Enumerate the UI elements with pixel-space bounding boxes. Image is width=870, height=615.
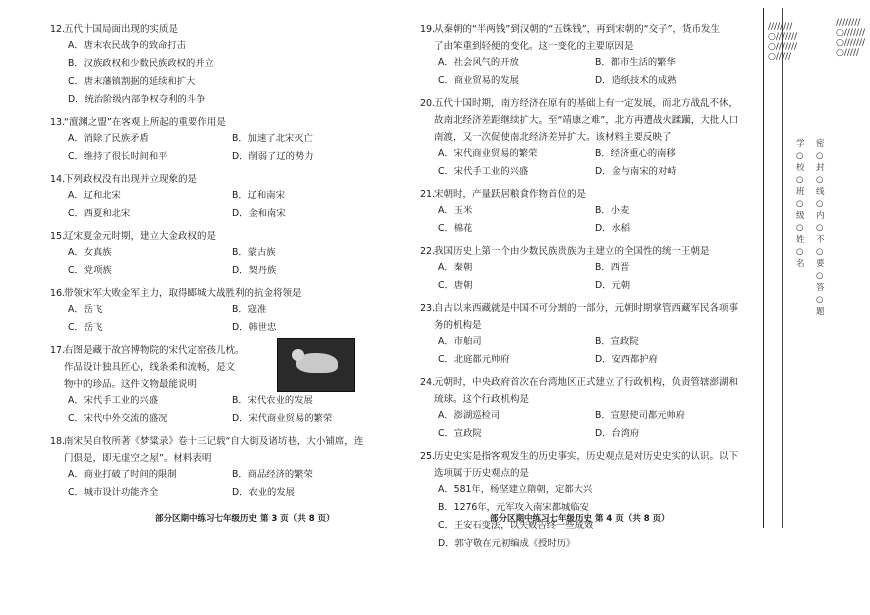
binding-text-student: 学○校○班○级○姓○名 [796,139,805,269]
question-number: 20. [420,98,436,109]
question-text: 南宋吴自牧所著《梦粱录》卷十三记载“自大街及诸坊巷，大小铺席，连 [64,436,364,447]
answer-option: B．宋代农业的发展 [232,395,313,406]
answer-option: A．玉米 [438,205,473,216]
answer-option: B．宣慰使司都元帅府 [595,410,686,421]
question-text-line: 作品设计独具匠心，线条柔和流畅，是文 [64,362,236,373]
question-number: 23. [420,303,436,314]
answer-option: D．元朝 [595,280,631,291]
answer-option: B．西晋 [595,262,630,273]
answer-option: B．经济重心的南移 [595,148,676,159]
answer-option: B．小麦 [595,205,630,216]
question-text-line: 物中的珍品。这件文物最能说明 [64,379,198,390]
answer-option: B．汉族政权和少数民族政权的并立 [68,58,214,69]
answer-option: B．加速了北宋灭亡 [232,133,313,144]
binding-text-seal: 密○封○线○内○不○要○答○题 [816,139,825,317]
answer-option: D．郭守敬在元初编成《授时历》 [438,538,576,549]
question-text: 元朝时，中央政府首次在台湾地区正式建立了行政机构，负责管辖澎湖和 [434,377,739,388]
answer-option: A．辽和北宋 [68,190,121,201]
answer-option: A．秦朝 [438,262,473,273]
answer-option: D．统治阶级内部争权夺利的斗争 [68,94,206,105]
answer-option: C．岳飞 [68,322,103,333]
question-number: 17. [50,345,66,356]
answer-option: D．宋代商业贸易的繁荣 [232,413,333,424]
question-text: 历史史实是指客观发生的历史事实，历史观点是对历史史实的认识。以下 [434,451,739,462]
question-text: 宋朝时，产量跃居粮食作物首位的是 [434,189,587,200]
question-text: 五代十国时期，南方经济在原有的基础上有一定发展，而北方战乱不休， [434,98,739,109]
answer-option: C．商业贸易的发展 [438,75,519,86]
question-text: 带领宋军大败金军主力，取得郾城大战胜利的抗金将领是 [64,288,302,299]
answer-option: D．削弱了辽的势力 [232,151,314,162]
answer-option: C．王安石变法，以失败告终一些成效 [438,520,594,531]
question-text-line: 门俱是，即无虚空之屋”。材料表明 [64,453,212,464]
answer-option: A．澎湖巡检司 [438,410,501,421]
question-text: 下列政权没有出现并立现象的是 [64,174,198,185]
question-number: 14. [50,174,66,185]
answer-option: B．宣政院 [595,336,639,347]
question-number: 24. [420,377,436,388]
answer-option: C．西夏和北宋 [68,208,131,219]
question-number: 15. [50,231,66,242]
answer-option: A．女真族 [68,247,112,258]
question-text: 自古以来西藏就是中国不可分割的一部分，元朝时期掌管西藏军民各项事 [434,303,739,314]
question-text-line: 琉球。这个行政机构是 [434,394,530,405]
answer-option: D．韩世忠 [232,322,277,333]
answer-option: A．岳飞 [68,304,103,315]
answer-option: A．社会风气的开放 [438,57,519,68]
footer-left: 部分区期中练习七年级历史 第 3 页（共 8 页） [155,514,335,524]
question-number: 22. [420,246,436,257]
answer-option: D．安西都护府 [595,354,658,365]
question-number: 18. [50,436,66,447]
question-text-line: 南渡，又一次促使南北经济差异扩大。该材料主要反映了 [434,132,672,143]
answer-option: C．宣政院 [438,428,482,439]
answer-option: B．蒙古族 [232,247,276,258]
question-text-line: 务的机构是 [434,320,482,331]
question-text-line: 了由笨重到轻便的变化。这一变化的主要原因是 [434,41,634,52]
answer-option: B．商品经济的繁荣 [232,469,313,480]
question-text: 辽宋夏金元时期，建立大金政权的是 [64,231,217,242]
question-text: “澶渊之盟”在客观上所起的重要作用是 [64,117,226,128]
question-number: 13. [50,117,66,128]
answer-option: A．商业打破了时间的限制 [68,469,177,480]
pillow-head [292,349,304,361]
answer-option: D．金和南宋 [232,208,286,219]
question-text: 右图是藏于故宫博物院的宋代定窑孩儿枕。 [64,345,245,356]
answer-option: C．维持了很长时间和平 [68,151,168,162]
answer-option: D．水稻 [595,223,631,234]
question-text: 我国历史上第一个由少数民族贵族为主建立的全国性的统一王朝是 [434,246,710,257]
child-pillow-photo-icon [277,338,355,392]
answer-option: C．党项族 [68,265,112,276]
answer-option: A．市舶司 [438,336,482,347]
answer-option: A．581年，杨坚建立隋朝，定都大兴 [438,484,593,495]
footer-right: 部分区期中练习七年级历史 第 4 页（共 8 页） [490,514,670,524]
binding-line [782,8,784,528]
answer-option: C．唐朝 [438,280,473,291]
question-text: 五代十国局面出现的实质是 [64,24,179,35]
answer-option: D．农业的发展 [232,487,295,498]
answer-option: C．北庭都元帅府 [438,354,510,365]
answer-option: C．城市设计功能齐全 [68,487,159,498]
question-number: 12. [50,24,66,35]
answer-option: B．都市生活的繁华 [595,57,676,68]
answer-option: D．造纸技术的成熟 [595,75,677,86]
question-number: 25. [420,451,436,462]
question-text-line: 故南北经济差距继续扩大。至“靖康之难”，北方再遭战火蹂躏，大批人口 [434,115,739,126]
answer-option: D．台湾府 [595,428,640,439]
question-number: 16. [50,288,66,299]
answer-option: D．金与南宋的对峙 [595,166,677,177]
answer-option: A．消除了民族矛盾 [68,133,149,144]
answer-option: C．唐末藩镇割据的延续和扩大 [68,76,196,87]
answer-option: B．辽和南宋 [232,190,285,201]
question-text: 从秦朝的“半两钱”到汉朝的“五铢钱”，再到宋朝的“交子”，货币发生 [434,24,721,35]
answer-option: C．宋代中外交流的盛况 [68,413,168,424]
question-text-line: 选项属于历史观点的是 [434,468,530,479]
question-number: 19. [420,24,436,35]
answer-option: C．棉花 [438,223,473,234]
answer-option: A．宋代手工业的兴盛 [68,395,159,406]
answer-option: C．宋代手工业的兴盛 [438,166,529,177]
answer-option: D．契丹族 [232,265,277,276]
binding-strip [763,8,866,528]
question-number: 21. [420,189,436,200]
answer-option: A．唐末农民战争的致命打击 [68,40,186,51]
answer-option: A．宋代商业贸易的繁荣 [438,148,538,159]
answer-option: B．寇准 [232,304,267,315]
binding-dashes-right: ////////○///////○///////○///// [836,18,866,58]
answer-option: B．1276年，元军攻入南宋都城临安 [438,502,589,513]
binding-dashes-left: ////////○///////○///////○///// [768,22,798,62]
